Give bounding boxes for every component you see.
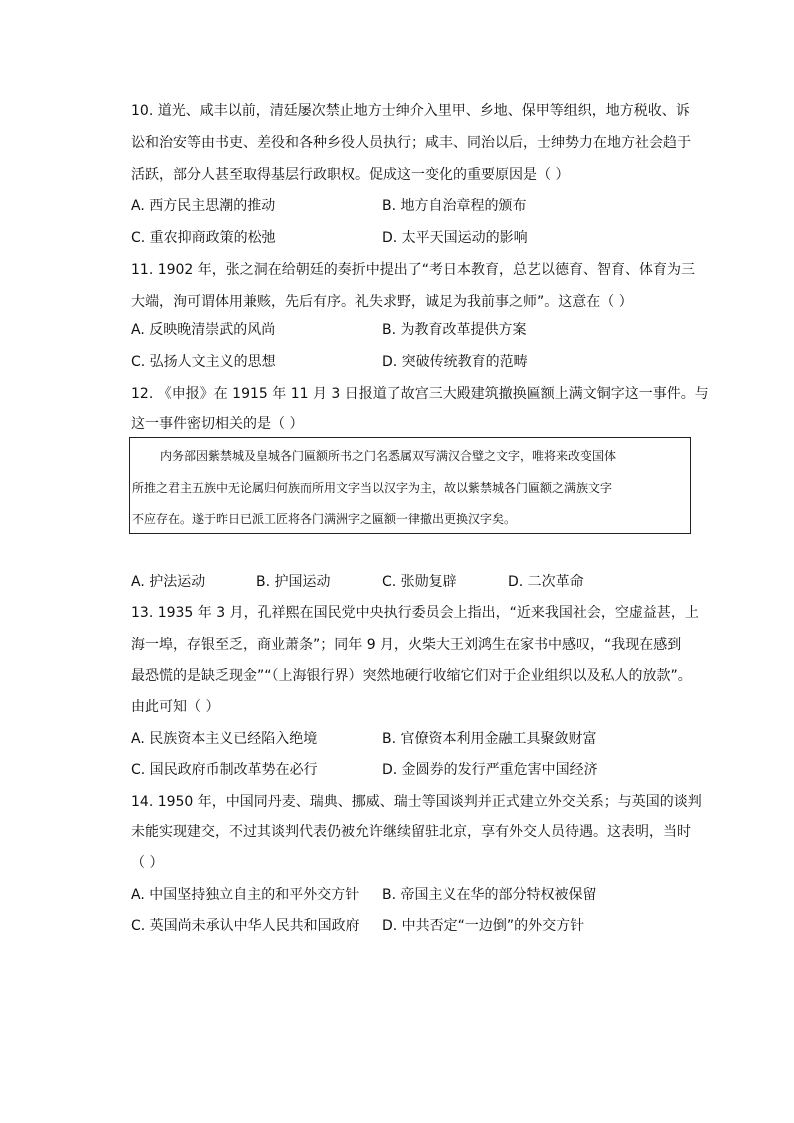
option-d: D. 中共否定“一边倒”的外交方针	[382, 918, 585, 934]
option-c: C. 英国尚未承认中华人民共和国政府	[131, 918, 360, 934]
option-c: C. 张勋复辟	[382, 574, 457, 590]
option-a: A. 民族资本主义已经陷入绝境	[131, 731, 318, 747]
option-c: C. 重农抑商政策的松弛	[131, 230, 276, 246]
question-stem-line: 大端，洵可谓体用兼赅，先后有序。礼失求野，诚足为我前事之师”。这意在（ ）	[131, 294, 633, 310]
quote-line: 内务部因紫禁城及皇城各门匾额所书之门名悉属双写满汉合璧之文字，唯将来改变国体	[160, 449, 617, 463]
question-stem-line: 最恐慌的是缺乏现金”“（上海银行界）突然地硬行收缩它们对于企业组织以及私人的放款”。	[131, 668, 692, 684]
source-quote-box	[129, 437, 691, 534]
question-stem-line: 活跃，部分人甚至取得基层行政职权。促成这一变化的重要原因是（ ）	[131, 167, 570, 183]
option-a: A. 护法运动	[131, 574, 206, 590]
option-a: A. 中国坚持独立自主的和平外交方针	[131, 887, 360, 903]
option-a: A. 反映晚清崇武的风尚	[131, 322, 276, 338]
question-stem-line: 由此可知（ ）	[131, 699, 220, 715]
option-d: D. 太平天国运动的影响	[382, 230, 528, 246]
question-stem-line: 讼和治安等由书吏、差役和各种乡役人员执行；咸丰、同治以后，士绅势力在地方社会趋于	[131, 135, 691, 151]
quote-line: 不应存在。遂于昨日已派工匠将各门满洲字之匾额一律撤出更换汉字矣。	[132, 512, 517, 526]
question-stem-line: 这一事件密切相关的是（ ）	[131, 416, 304, 432]
quote-line: 所推之君主五族中无论属归何族而所用文字当以汉字为主，故以紫禁城各门匾额之满族文字	[132, 481, 613, 495]
option-b: B. 地方自治章程的颁布	[382, 198, 527, 214]
option-b: B. 官僚资本利用金融工具聚敛财富	[382, 731, 597, 747]
option-d: D. 突破传统教育的范畴	[382, 354, 528, 370]
option-d: D. 二次革命	[508, 574, 584, 590]
question-stem-line: 11. 1902 年，张之洞在给朝廷的奏折中提出了“考日本教育，总艺以德育、智育、体育为三	[131, 262, 696, 278]
question-stem-line: 海一埠，存银至乏，商业萧条”；同年 9 月，火柴大王刘鸿生在家书中感叹，“我现在感到	[131, 637, 682, 653]
option-b: B. 为教育改革提供方案	[382, 322, 527, 338]
question-stem-line: 14. 1950 年，中国同丹麦、瑞典、挪威、瑞士等国谈判并正式建立外交关系；与英国的谈判	[131, 794, 702, 810]
option-c: C. 弘扬人文主义的思想	[131, 354, 276, 370]
option-d: D. 金圆券的发行严重危害中国经济	[382, 762, 598, 778]
question-stem-line: 13. 1935 年 3 月，孔祥熙在国民党中央执行委员会上指出，“近来我国社会，空虚益甚，上	[131, 605, 699, 621]
question-stem-line: 未能实现建交，不过其谈判代表仍被允许继续留驻北京，享有外交人员待遇。这表明，当时	[131, 824, 691, 840]
option-b: B. 帝国主义在华的部分特权被保留	[382, 887, 597, 903]
option-a: A. 西方民主思潮的推动	[131, 198, 276, 214]
option-c: C. 国民政府币制改革势在必行	[131, 762, 318, 778]
question-stem-line: （ ）	[131, 855, 164, 871]
option-b: B. 护国运动	[256, 574, 331, 590]
question-stem-line: 10. 道光、咸丰以前，清廷屡次禁止地方士绅介入里甲、乡地、保甲等组织，地方税收、诉	[131, 103, 690, 119]
question-stem-line: 12. 《申报》在 1915 年 11 月 3 日报道了故宫三大殿建筑撤换匾额上满文铜字这一事件。与	[131, 386, 709, 402]
